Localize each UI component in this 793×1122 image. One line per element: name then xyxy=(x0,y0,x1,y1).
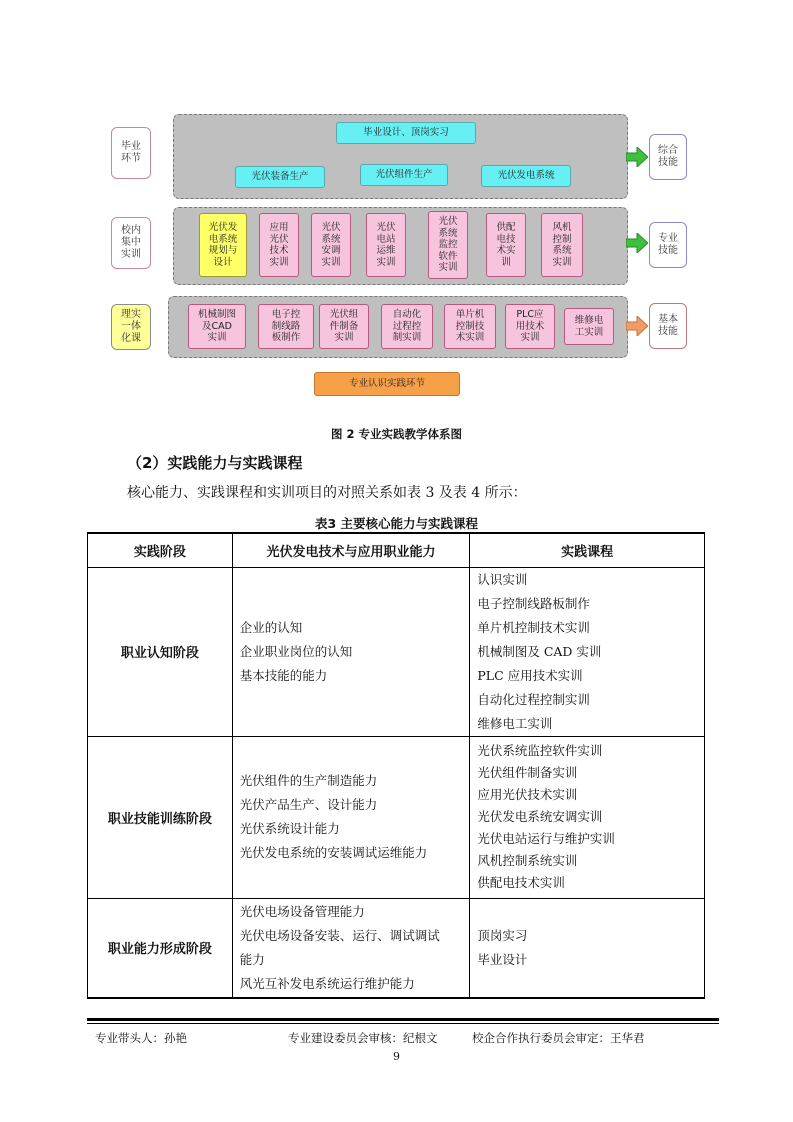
ability-item: 能力 xyxy=(239,951,265,967)
course-item: 供配电技术实训 xyxy=(477,875,565,890)
stage-cell: 职业能力形成阶段 xyxy=(88,898,233,998)
pv-module-production-box: 光伏组件生产 xyxy=(360,164,448,186)
ability-item: 光伏电场设备管理能力 xyxy=(239,903,365,919)
section-heading: （2）实践能力与实践课程 xyxy=(127,454,303,472)
stage-cell: 职业认知阶段 xyxy=(88,567,233,736)
core-ability-table xyxy=(87,532,705,999)
ability-item: 光伏组件的生产制造能力 xyxy=(239,773,378,788)
table-row xyxy=(88,898,705,998)
course-item: 风机控制系统实训 xyxy=(477,853,578,868)
arrow-right-icon xyxy=(626,233,648,253)
pv-monitor-software-box: 光伏 系统 监控 软件 实训 xyxy=(428,211,468,279)
ability-item: 企业职业岗位的认知 xyxy=(239,643,353,659)
pv-module-prep-box: 光伏组 件制备 实训 xyxy=(319,304,369,349)
course-cell xyxy=(470,736,705,898)
left-label-graduation: 毕业 环节 xyxy=(111,127,151,179)
course-item: 机械制图及 CAD 实训 xyxy=(477,643,602,659)
course-cell xyxy=(470,898,705,998)
mcu-control-box: 单片机 控制技 术实训 xyxy=(444,304,496,349)
page-number: 9 xyxy=(393,1050,400,1063)
table-caption: 表3 主要核心能力与实践课程 xyxy=(314,516,479,531)
course-item: 顶岗实习 xyxy=(477,927,528,943)
pv-equipment-production-box: 光伏装备生产 xyxy=(235,166,325,188)
right-label-professional: 专业 技能 xyxy=(649,222,687,268)
pv-system-install-box: 光伏 系统 安调 实训 xyxy=(311,213,351,277)
plc-training-box: PLC应 用技术 实训 xyxy=(505,304,555,349)
footer-approval: 校企合作执行委员会审定：王华君 xyxy=(472,1031,645,1045)
pv-station-ops-box: 光伏 电站 运维 实训 xyxy=(366,213,406,277)
course-item: 光伏电站运行与维护实训 xyxy=(477,831,615,846)
course-item: 单片机控制技术实训 xyxy=(477,619,590,635)
course-item: 自动化过程控制实训 xyxy=(477,691,590,707)
ability-cell xyxy=(232,567,470,736)
left-label-integrated-courses: 理实 一体 化课 xyxy=(111,304,151,350)
pv-system-planning-box: 光伏发 电系统 规划与 设计 xyxy=(199,213,247,277)
ability-item: 风光互补发电系统运行维护能力 xyxy=(239,975,415,991)
table-row xyxy=(88,736,705,898)
electrician-training-box: 维修电 工实训 xyxy=(564,308,614,345)
header-courses: 实践课程 xyxy=(470,533,705,567)
stage-cell: 职业技能训练阶段 xyxy=(88,736,233,898)
table-header-row xyxy=(88,533,705,567)
arrow-right-icon xyxy=(626,147,648,167)
footer-divider xyxy=(87,1018,719,1021)
ability-item: 企业的认知 xyxy=(239,619,303,635)
graduation-design-box: 毕业设计、顶岗实习 xyxy=(336,122,476,144)
pcb-making-box: 电子控 制线路 板制作 xyxy=(258,304,314,349)
professional-awareness-box: 专业认识实践环节 xyxy=(314,372,460,396)
applied-pv-training-box: 应用 光伏 技术 实训 xyxy=(259,213,299,277)
ability-item: 光伏产品生产、设计能力 xyxy=(239,797,378,812)
course-item: 认识实训 xyxy=(477,571,528,587)
table-row xyxy=(88,567,705,736)
course-item: 电子控制线路板制作 xyxy=(477,595,590,611)
course-item: 光伏发电系统安调实训 xyxy=(477,809,603,824)
ability-item: 光伏电场设备安装、运行、调试调试 xyxy=(239,927,440,943)
right-label-basic: 基本 技能 xyxy=(649,303,687,349)
course-item: 应用光伏技术实训 xyxy=(477,787,578,802)
course-item: 维修电工实训 xyxy=(477,715,553,731)
header-ability: 光伏发电技术与应用职业能力 xyxy=(232,533,470,567)
footer-leader: 专业带头人：孙艳 xyxy=(95,1031,187,1045)
right-label-comprehensive: 综合 技能 xyxy=(649,134,687,180)
ability-item: 基本技能的能力 xyxy=(239,667,328,683)
figure-caption: 图 2 专业实践教学体系图 xyxy=(330,427,462,441)
intro-paragraph: 核心能力、实践课程和实训项目的对照关系如表 3 及表 4 所示： xyxy=(127,485,527,501)
course-item: 光伏组件制备实训 xyxy=(477,765,578,780)
course-cell xyxy=(470,567,705,736)
process-control-box: 自动化 过程控 制实训 xyxy=(381,304,433,349)
footer-divider xyxy=(87,1023,719,1024)
header-stage: 实践阶段 xyxy=(88,533,233,567)
course-item: 毕业设计 xyxy=(477,951,528,967)
mech-drawing-cad-box: 机械制图 及CAD 实训 xyxy=(188,304,246,349)
practice-teaching-system-diagram xyxy=(108,110,688,400)
ability-item: 光伏系统设计能力 xyxy=(239,821,340,836)
power-supply-box: 供配 电技 术实 训 xyxy=(486,213,526,277)
footer-committee: 专业建设委员会审核：纪根文 xyxy=(288,1031,438,1045)
wind-control-box: 风机 控制 系统 实训 xyxy=(541,213,583,277)
ability-cell xyxy=(232,898,470,998)
course-item: PLC 应用技术实训 xyxy=(477,667,583,683)
arrow-right-icon xyxy=(626,316,648,336)
course-item: 光伏系统监控软件实训 xyxy=(477,743,603,758)
pv-power-system-box: 光伏发电系统 xyxy=(481,165,571,187)
ability-item: 光伏发电系统的安装调试运维能力 xyxy=(239,845,428,860)
left-label-campus-training: 校内 集中 实训 xyxy=(111,217,151,269)
ability-cell xyxy=(232,736,470,898)
